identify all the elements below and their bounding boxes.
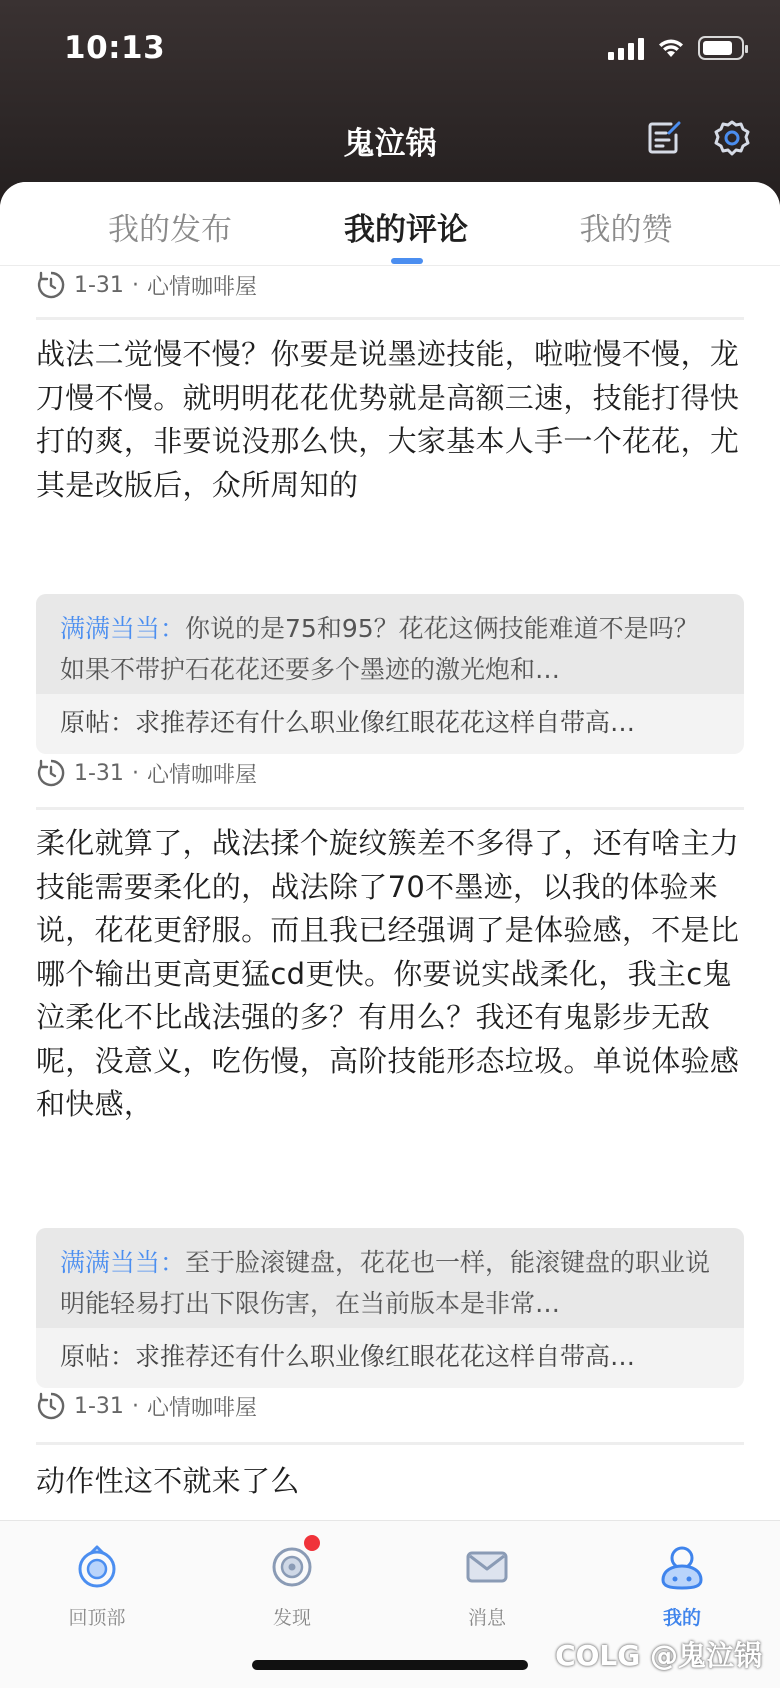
battery-icon	[698, 36, 744, 60]
origin-text: 求推荐还有什么职业像红眼花花这样自带高…	[135, 708, 636, 737]
original-post[interactable]	[36, 1328, 744, 1388]
meta-separator: ·	[131, 1393, 139, 1419]
reply-text: 你说的是75和95？花花这俩技能难道不是吗？如果不带护石花花还要多个墨迹的激光炮和…	[60, 614, 699, 684]
origin-text: 求推荐还有什么职业像红眼花花这样自带高…	[135, 1342, 636, 1371]
comment-meta	[36, 756, 257, 790]
edit-note-icon	[645, 119, 683, 157]
comment-date: 1-31	[74, 272, 124, 298]
status-icons	[608, 36, 744, 60]
edit-button[interactable]	[642, 116, 686, 160]
meta-separator: ·	[131, 272, 139, 298]
tabbar-label: 回顶部	[68, 1607, 126, 1629]
nav-header	[0, 100, 780, 180]
reply-text: 至于脸滚键盘，花花也一样，能滚键盘的职业说明能轻易打出下限伤害，在当前版本是非常…	[60, 1248, 711, 1318]
mail-icon	[464, 1547, 510, 1587]
divider	[36, 807, 744, 810]
content-sheet	[0, 182, 780, 1688]
status-bar	[0, 0, 780, 100]
comment-board[interactable]: 心情咖啡屋	[146, 762, 257, 788]
divider	[36, 317, 744, 320]
quoted-reply[interactable]	[36, 1228, 744, 1328]
comment-board[interactable]: 心情咖啡屋	[146, 1395, 257, 1421]
back-to-top-icon	[74, 1544, 120, 1590]
reply-author[interactable]: 满满当当：	[60, 1248, 186, 1277]
divider	[36, 1442, 744, 1445]
comment-text[interactable]: 柔化就算了，战法揉个旋纹簇差不多得了，还有啥主力技能需要柔化的，战法除了70不墨迹，以我的体验来说，花花更舒服。而且我已经强调了是体验感，不是比哪个输出更高更猛cd更快。你要说实战柔化，我主c鬼泣柔化不比战法强的多？有用么？我还有鬼影步无敌呢，没意义，吃伤慢，高阶技能形态垃圾。单说体验感和快感，	[36, 826, 740, 1121]
page-title: 鬼泣锅	[343, 126, 437, 162]
tabbar-label: 消息	[467, 1607, 506, 1629]
tab-bar	[0, 182, 780, 266]
tabbar-item-discover[interactable]	[232, 1541, 352, 1630]
tabbar-label: 我的	[662, 1607, 701, 1629]
clock-icon	[36, 758, 66, 788]
quote-box[interactable]	[36, 594, 744, 754]
comment-board[interactable]: 心情咖啡屋	[146, 274, 257, 300]
tabbar-item-back-to-top[interactable]	[37, 1541, 157, 1630]
origin-label: 原帖：	[60, 1342, 136, 1371]
tab-my-posts[interactable]: 我的发布	[108, 212, 232, 248]
comment-meta	[36, 1389, 257, 1423]
comment-text[interactable]: 战法二觉慢不慢？你要是说墨迹技能，啦啦慢不慢，龙刀慢不慢。就明明花花优势就是高额三速，技能打得快打的爽，非要说没那么快，大家基本人手一个花花，尤其是改版后，众所周知的	[36, 337, 740, 502]
notification-badge	[304, 1535, 320, 1551]
comment-meta	[36, 268, 257, 302]
clock-icon	[36, 270, 66, 300]
comment-text-partial[interactable]: 动作性这不就来了么	[36, 1464, 300, 1498]
quoted-reply[interactable]	[36, 594, 744, 694]
wifi-icon	[656, 36, 686, 60]
quote-box[interactable]	[36, 1228, 744, 1388]
cellular-signal-icon	[608, 36, 644, 60]
home-indicator[interactable]	[252, 1660, 528, 1670]
comment-date: 1-31	[74, 760, 124, 786]
reply-author[interactable]: 满满当当：	[60, 614, 186, 643]
profile-icon	[657, 1542, 707, 1592]
clock-icon	[36, 1391, 66, 1421]
gear-icon	[713, 119, 751, 157]
meta-separator: ·	[131, 760, 139, 786]
tabbar-label: 发现	[272, 1607, 311, 1629]
active-tab-indicator	[391, 258, 423, 264]
tab-my-likes[interactable]: 我的赞	[579, 212, 673, 248]
tab-my-comments[interactable]: 我的评论	[344, 212, 468, 248]
settings-button[interactable]	[710, 116, 754, 160]
comment-date: 1-31	[74, 1393, 124, 1419]
tabbar-item-profile[interactable]	[622, 1541, 742, 1630]
original-post[interactable]	[36, 694, 744, 754]
status-time: 10:13	[64, 30, 166, 66]
watermark: COLG @鬼泣锅	[555, 1639, 762, 1672]
tabbar-item-messages[interactable]	[427, 1541, 547, 1630]
discover-icon	[269, 1544, 315, 1590]
origin-label: 原帖：	[60, 708, 136, 737]
